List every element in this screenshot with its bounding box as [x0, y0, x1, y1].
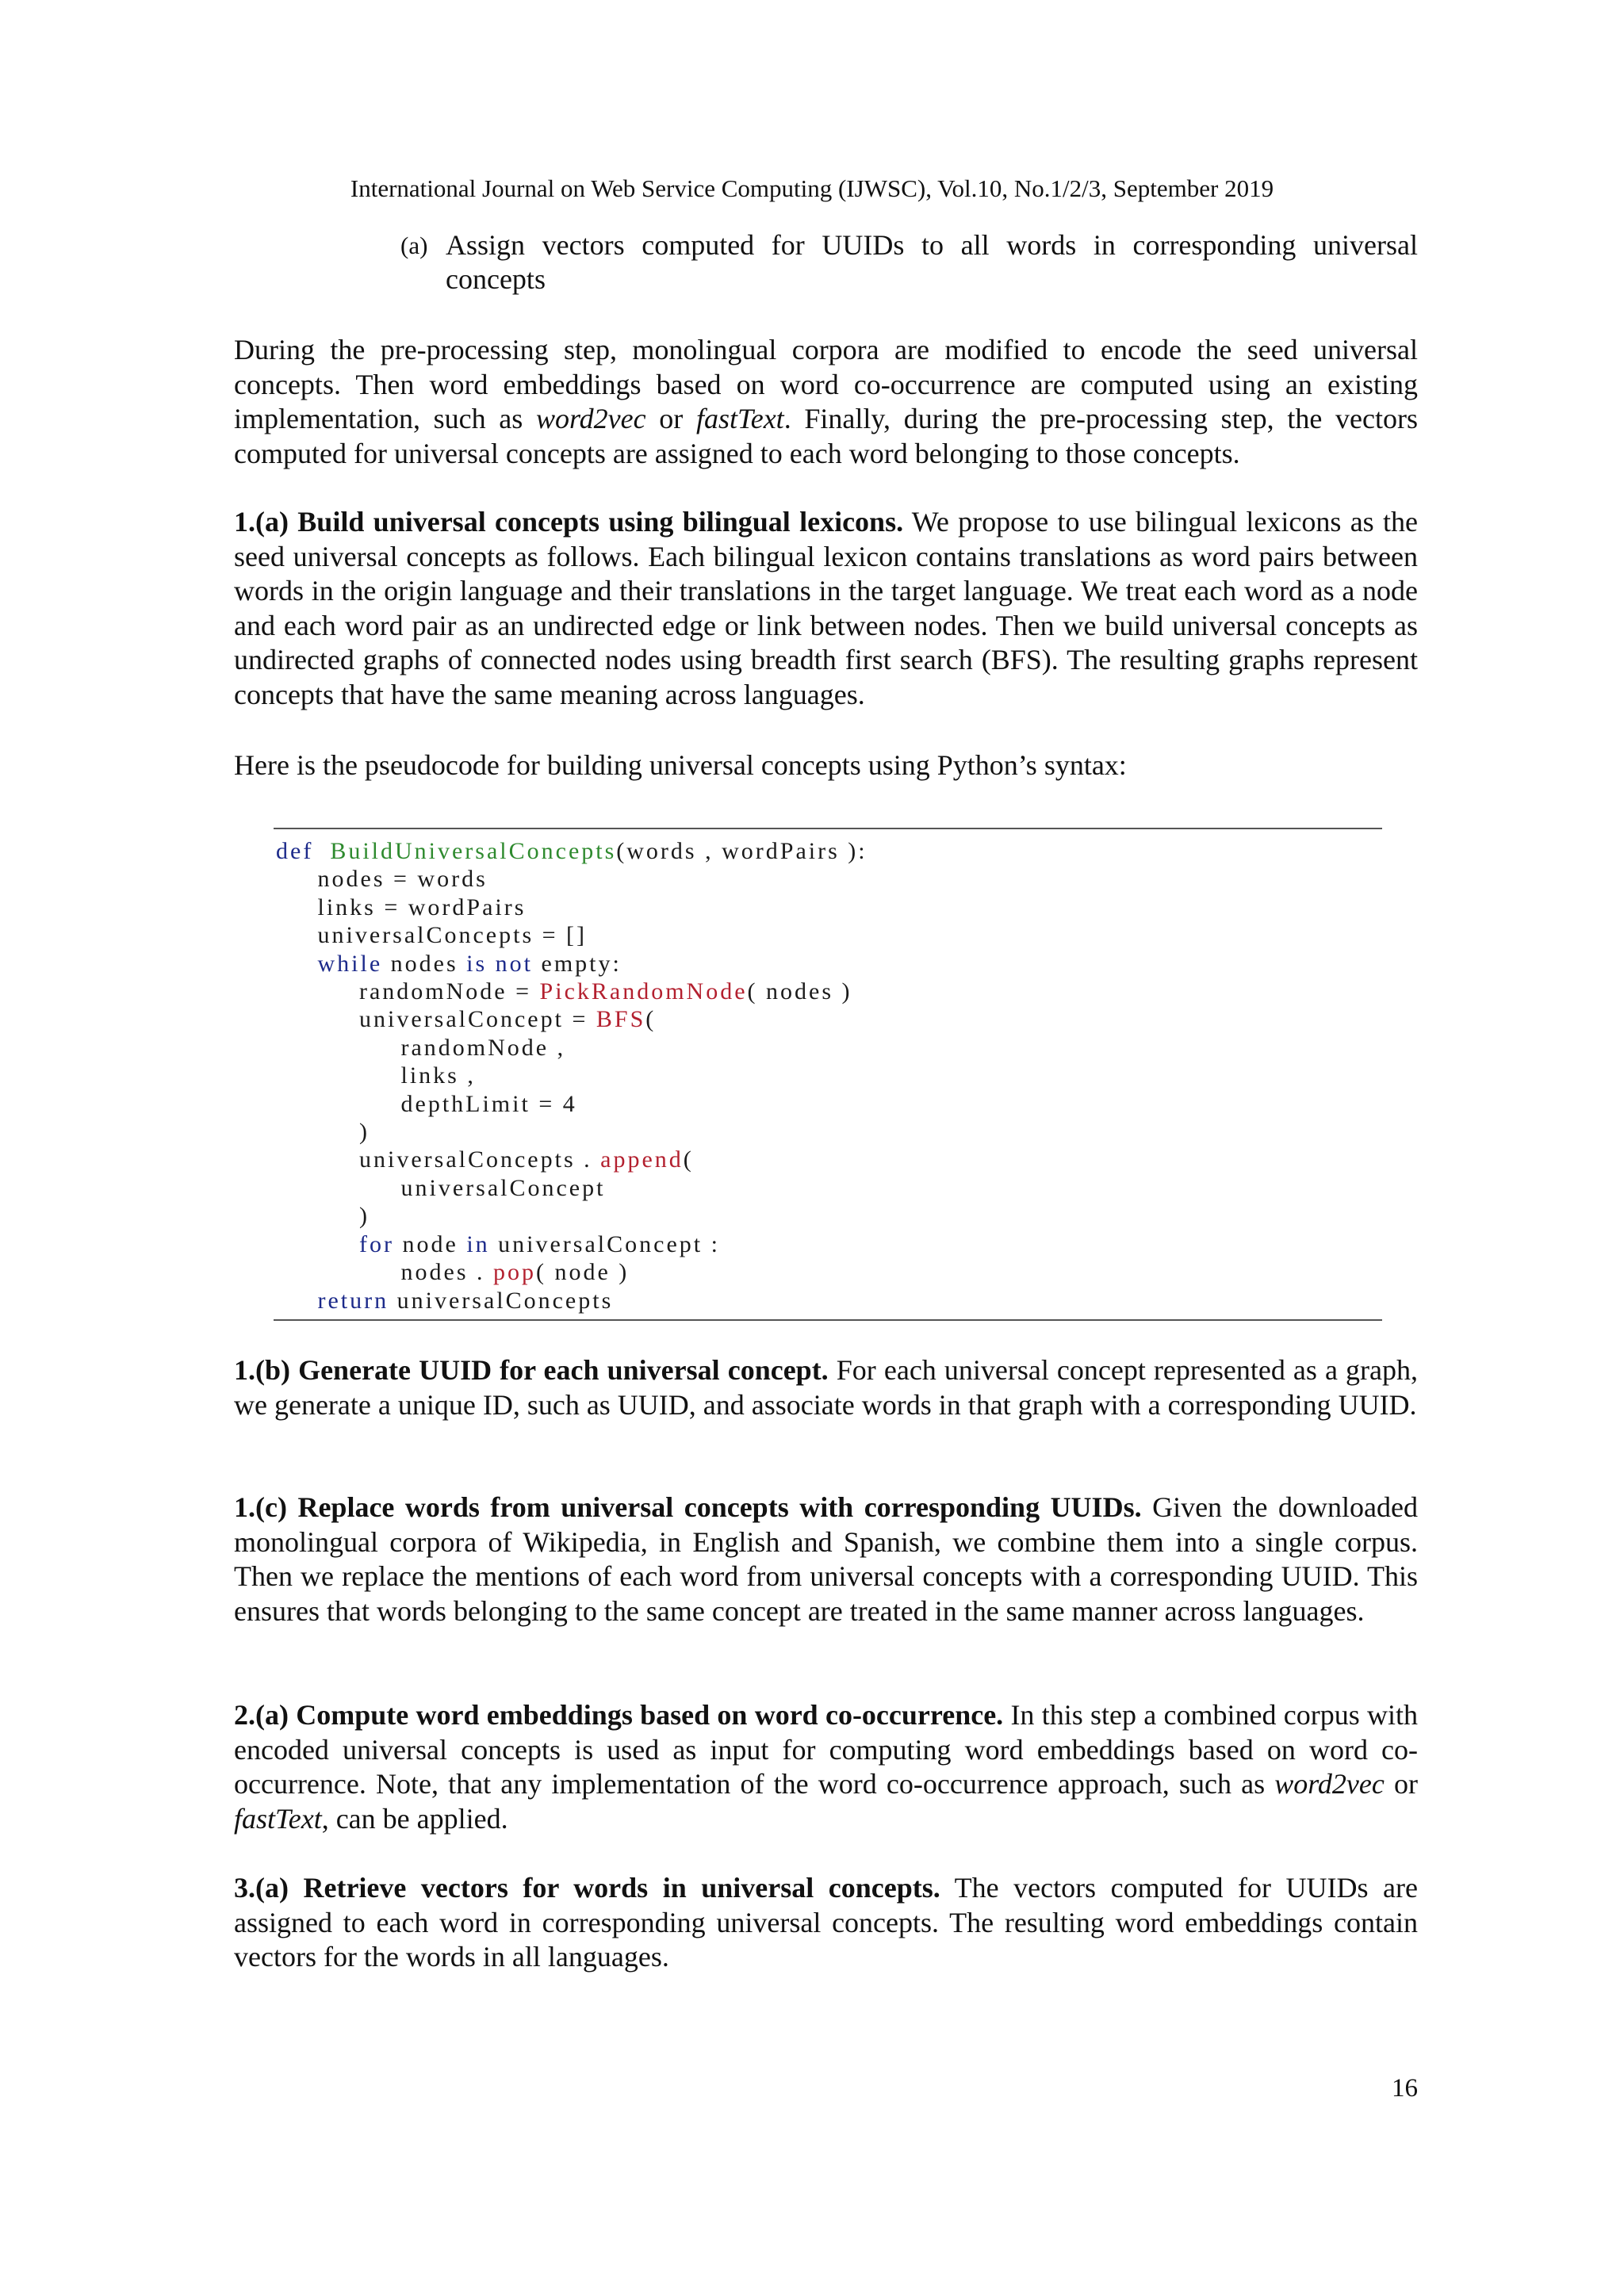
- code-append-arg: universalConcept: [400, 1174, 606, 1201]
- code-keyword-is: is: [466, 950, 488, 977]
- intro-text-1: During the pre-processing step, monolingual corpora are modified to encode the seed universal concepts. Then word embeddings based on word co-occurrence are computed using an existing implementation, such as: [234, 334, 1418, 434]
- section-1b-heading: 1.(b) Generate UUID for each universal concept.: [234, 1354, 829, 1386]
- section-1c-paragraph: [234, 1490, 1418, 1628]
- code-call-bfs: BFS: [596, 1006, 646, 1033]
- code-keyword-in: in: [466, 1230, 490, 1257]
- code-append-close: ): [359, 1203, 370, 1230]
- code-signature: (words , wordPairs ):: [616, 838, 868, 864]
- section-3a-paragraph: [234, 1871, 1418, 1975]
- code-uc-lhs: universalConcept =: [359, 1006, 596, 1033]
- section-1b-text: For each universal concept represented as a graph, we generate a unique ID, such as UUID, and associate words in that graph with a corresponding UUID.: [234, 1354, 1418, 1421]
- code-arg-depthlimit: depthLimit = 4: [400, 1090, 577, 1117]
- code-random-lhs: randomNode =: [359, 978, 540, 1005]
- code-block: [274, 829, 1382, 1314]
- section-1c-heading: 1.(c) Replace words from universal concepts with corresponding UUIDs.: [234, 1491, 1142, 1523]
- section-3a-text: The vectors computed for UUIDs are assigned to each word in corresponding universal concepts. The resulting word embeddings contain vectors for the words in all languages.: [234, 1872, 1419, 1973]
- code-call-pop: pop: [493, 1259, 536, 1286]
- code-line-links: links = wordPairs: [317, 894, 527, 920]
- code-line-nodes: nodes = words: [317, 866, 488, 893]
- code-while-nodes: nodes: [382, 950, 467, 977]
- code-listing: [274, 828, 1382, 1321]
- code-keyword-def: def: [276, 838, 314, 864]
- section-1a-heading: 1.(a) Build universal concepts using bilingual lexicons.: [234, 506, 904, 538]
- section-1a-text: We propose to use bilingual lexicons as the seed universal concepts as follows. Each bilingual lexicon contains translations as word pairs between words in the origin language and their translations in the target language. We treat each word as a node and each word pair as an undirected edge or link between nodes. Then we build universal concepts as undirected graphs of connected nodes using breadth first search (BFS). The resulting graphs represent concepts that have the same meaning across languages.: [234, 506, 1418, 710]
- code-arg-links: links ,: [400, 1062, 476, 1089]
- section-1c-text: Given the downloaded monolingual corpora of Wikipedia, in English and Spanish, we combine them into a single corpus. Then we replace the mentions of each word from universal concepts with a corresponding UUID. This ensures that words belonging to the same concept are treated in the same manner across languages.: [234, 1491, 1418, 1627]
- code-keyword-not: not: [495, 950, 534, 977]
- pseudocode-intro: Here is the pseudocode for building universal concepts using Python’s syntax:: [234, 749, 1127, 781]
- code-return-value: universalConcepts: [389, 1287, 614, 1314]
- section-2a-paragraph: [234, 1698, 1418, 1836]
- section-2a-text-end: , can be applied.: [321, 1802, 508, 1835]
- intro-paragraph: [234, 333, 1418, 471]
- running-header: International Journal on Web Service Computing (IJWSC), Vol.10, No.1/2/3, September 2019: [350, 174, 1274, 202]
- code-random-rhs: ( nodes ): [747, 978, 852, 1005]
- intro-text-3: . Finally, during the pre-processing step, the vectors computed for universal concepts are assigned to each word belonging to those concepts.: [234, 403, 1418, 469]
- code-line-uc-init: universalConcepts = []: [317, 922, 588, 949]
- code-call-pickrandomnode: PickRandomNode: [539, 978, 748, 1005]
- code-append-open: (: [683, 1146, 694, 1173]
- code-bfs-close: ): [359, 1119, 370, 1146]
- code-arg-randomnode: randomNode ,: [400, 1034, 566, 1061]
- section-3a-heading: 3.(a) Retrieve vectors for words in universal concepts.: [234, 1872, 940, 1904]
- section-1b-paragraph: [234, 1353, 1418, 1422]
- code-pop-args: ( node ): [536, 1259, 630, 1286]
- list-item-text: Assign vectors computed for UUIDs to all words in corresponding universal concepts: [446, 229, 1418, 295]
- code-keyword-for: for: [359, 1230, 394, 1257]
- intro-text-2: or: [645, 403, 696, 434]
- code-while-rest: empty:: [533, 950, 622, 977]
- section-1a-paragraph: [234, 505, 1418, 712]
- intro-italic-fasttext: fastText: [695, 403, 784, 434]
- code-for-rest: universalConcept :: [489, 1230, 720, 1257]
- section-2a-italic-word2vec: word2vec: [1274, 1768, 1385, 1800]
- section-2a-italic-fasttext: fastText: [234, 1802, 322, 1835]
- section-2a-text-mid: or: [1384, 1768, 1418, 1800]
- code-bfs-open: (: [645, 1006, 657, 1033]
- code-keyword-return: return: [317, 1287, 389, 1314]
- code-function-name: BuildUniversalConcepts: [330, 838, 617, 864]
- page-number: 16: [1392, 2074, 1418, 2103]
- intro-italic-word2vec: word2vec: [535, 403, 646, 434]
- list-item-a: [400, 228, 1418, 297]
- code-append-obj: universalConcepts .: [359, 1146, 601, 1173]
- list-marker: (a): [400, 232, 428, 259]
- code-call-append: append: [600, 1146, 684, 1173]
- section-2a-heading: 2.(a) Compute word embeddings based on word co-occurrence.: [234, 1699, 1004, 1731]
- code-pop-obj: nodes .: [400, 1259, 493, 1286]
- code-for-node: node: [393, 1230, 467, 1257]
- section-2a-text: In this step a combined corpus with encoded universal concepts is used as input for computing word embeddings based on word co- occurrence. Note, that any implementation of the word co-occurrence approach, such as: [234, 1699, 1418, 1800]
- code-keyword-while: while: [317, 950, 383, 977]
